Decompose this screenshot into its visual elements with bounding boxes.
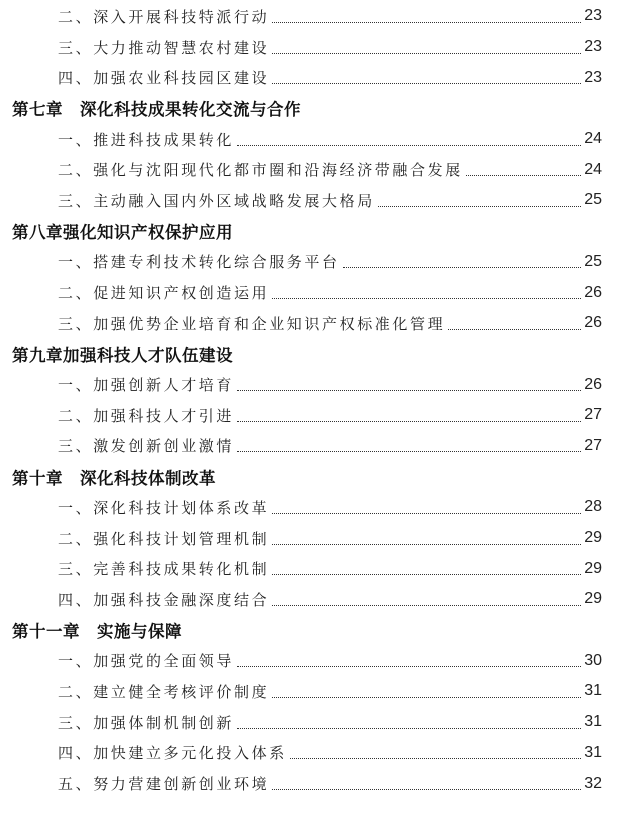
page-number: 31 [584, 713, 602, 731]
entry-title: 三、完善科技成果转化机制 [58, 560, 270, 579]
dot-leader [466, 175, 581, 176]
dot-leader [378, 206, 581, 207]
entry-title: 五、努力营建创新创业环境 [58, 775, 270, 794]
toc-chapter-heading[interactable] [0, 216, 621, 247]
entry-title: 四、加快建立多元化投入体系 [58, 744, 287, 763]
page-number: 25 [584, 191, 602, 209]
dot-leader [237, 390, 581, 391]
dot-leader [272, 53, 581, 54]
toc-entry[interactable] [0, 645, 621, 676]
page-number: 28 [584, 498, 602, 516]
dot-leader [237, 451, 581, 452]
entry-title: 一、加强创新人才培育 [58, 376, 235, 395]
entry-title: 三、大力推动智慧农村建设 [58, 38, 270, 57]
toc-entry[interactable] [0, 768, 621, 799]
dot-leader [343, 267, 582, 268]
toc-entry[interactable] [0, 738, 621, 769]
chapter-title: 第十章 深化科技体制改革 [12, 468, 216, 488]
entry-title: 三、加强体制机制创新 [58, 713, 235, 732]
toc-entry[interactable] [0, 277, 621, 308]
toc-entry[interactable] [0, 62, 621, 93]
entry-title: 一、推进科技成果转化 [58, 130, 235, 149]
toc-chapter-heading[interactable] [0, 93, 621, 124]
page-number: 29 [584, 590, 602, 608]
dot-leader [290, 758, 581, 759]
page-number: 23 [584, 68, 602, 86]
toc-entry[interactable] [0, 492, 621, 523]
toc-entry[interactable] [0, 431, 621, 462]
page-number: 25 [584, 252, 602, 270]
entry-title: 三、加强优势企业培育和企业知识产权标准化管理 [58, 314, 446, 333]
toc-entry[interactable] [0, 32, 621, 63]
entry-title: 一、加强党的全面领导 [58, 652, 235, 671]
page-number: 24 [584, 160, 602, 178]
dot-leader [272, 605, 581, 606]
dot-leader [237, 145, 581, 146]
toc-entry[interactable] [0, 1, 621, 32]
dot-leader [237, 728, 581, 729]
toc-entry[interactable] [0, 523, 621, 554]
toc-entry[interactable] [0, 308, 621, 339]
dot-leader [272, 22, 581, 23]
chapter-title: 第十一章 实施与保障 [12, 622, 182, 642]
dot-leader [272, 789, 581, 790]
dot-leader [272, 298, 581, 299]
toc-entry[interactable] [0, 247, 621, 278]
dot-leader [272, 544, 581, 545]
table-of-contents [0, 1, 621, 799]
page-number: 31 [584, 682, 602, 700]
entry-title: 二、深入开展科技特派行动 [58, 7, 270, 26]
page-number: 31 [584, 743, 602, 761]
entry-title: 二、建立健全考核评价制度 [58, 682, 270, 701]
dot-leader [272, 83, 581, 84]
toc-entry[interactable] [0, 584, 621, 615]
toc-entry[interactable] [0, 676, 621, 707]
toc-entry[interactable] [0, 154, 621, 185]
page-number: 23 [584, 38, 602, 56]
toc-entry[interactable] [0, 124, 621, 155]
entry-title: 一、搭建专利技术转化综合服务平台 [58, 253, 340, 272]
chapter-title: 第七章 深化科技成果转化交流与合作 [12, 100, 301, 120]
entry-title: 四、加强科技金融深度结合 [58, 590, 270, 609]
entry-title: 二、强化与沈阳现代化都市圈和沿海经济带融合发展 [58, 161, 463, 180]
page-number: 26 [584, 314, 602, 332]
entry-title: 二、加强科技人才引进 [58, 406, 235, 425]
toc-entry[interactable] [0, 369, 621, 400]
chapter-title: 第八章强化知识产权保护应用 [12, 223, 233, 243]
toc-entry[interactable] [0, 400, 621, 431]
entry-title: 三、激发创新创业激情 [58, 437, 235, 456]
entry-title: 四、加强农业科技园区建设 [58, 69, 270, 88]
dot-leader [272, 697, 581, 698]
page-number: 30 [584, 651, 602, 669]
entry-title: 二、强化科技计划管理机制 [58, 529, 270, 548]
entry-title: 一、深化科技计划体系改革 [58, 498, 270, 517]
entry-title: 二、促进知识产权创造运用 [58, 284, 270, 303]
dot-leader [272, 513, 581, 514]
toc-chapter-heading[interactable] [0, 339, 621, 370]
dot-leader [237, 421, 581, 422]
entry-title: 三、主动融入国内外区域战略发展大格局 [58, 191, 375, 210]
page-number: 24 [584, 130, 602, 148]
toc-chapter-heading[interactable] [0, 461, 621, 492]
toc-entry[interactable] [0, 185, 621, 216]
page-number: 27 [584, 436, 602, 454]
page-number: 29 [584, 559, 602, 577]
chapter-title: 第九章加强科技人才队伍建设 [12, 345, 233, 365]
dot-leader [448, 329, 581, 330]
toc-chapter-heading[interactable] [0, 615, 621, 646]
page-number: 26 [584, 283, 602, 301]
page-number: 29 [584, 529, 602, 547]
page-number: 32 [584, 774, 602, 792]
page-number: 23 [584, 7, 602, 25]
dot-leader [272, 574, 581, 575]
page-number: 26 [584, 375, 602, 393]
page-number: 27 [584, 406, 602, 424]
toc-entry[interactable] [0, 553, 621, 584]
dot-leader [237, 666, 581, 667]
toc-entry[interactable] [0, 707, 621, 738]
